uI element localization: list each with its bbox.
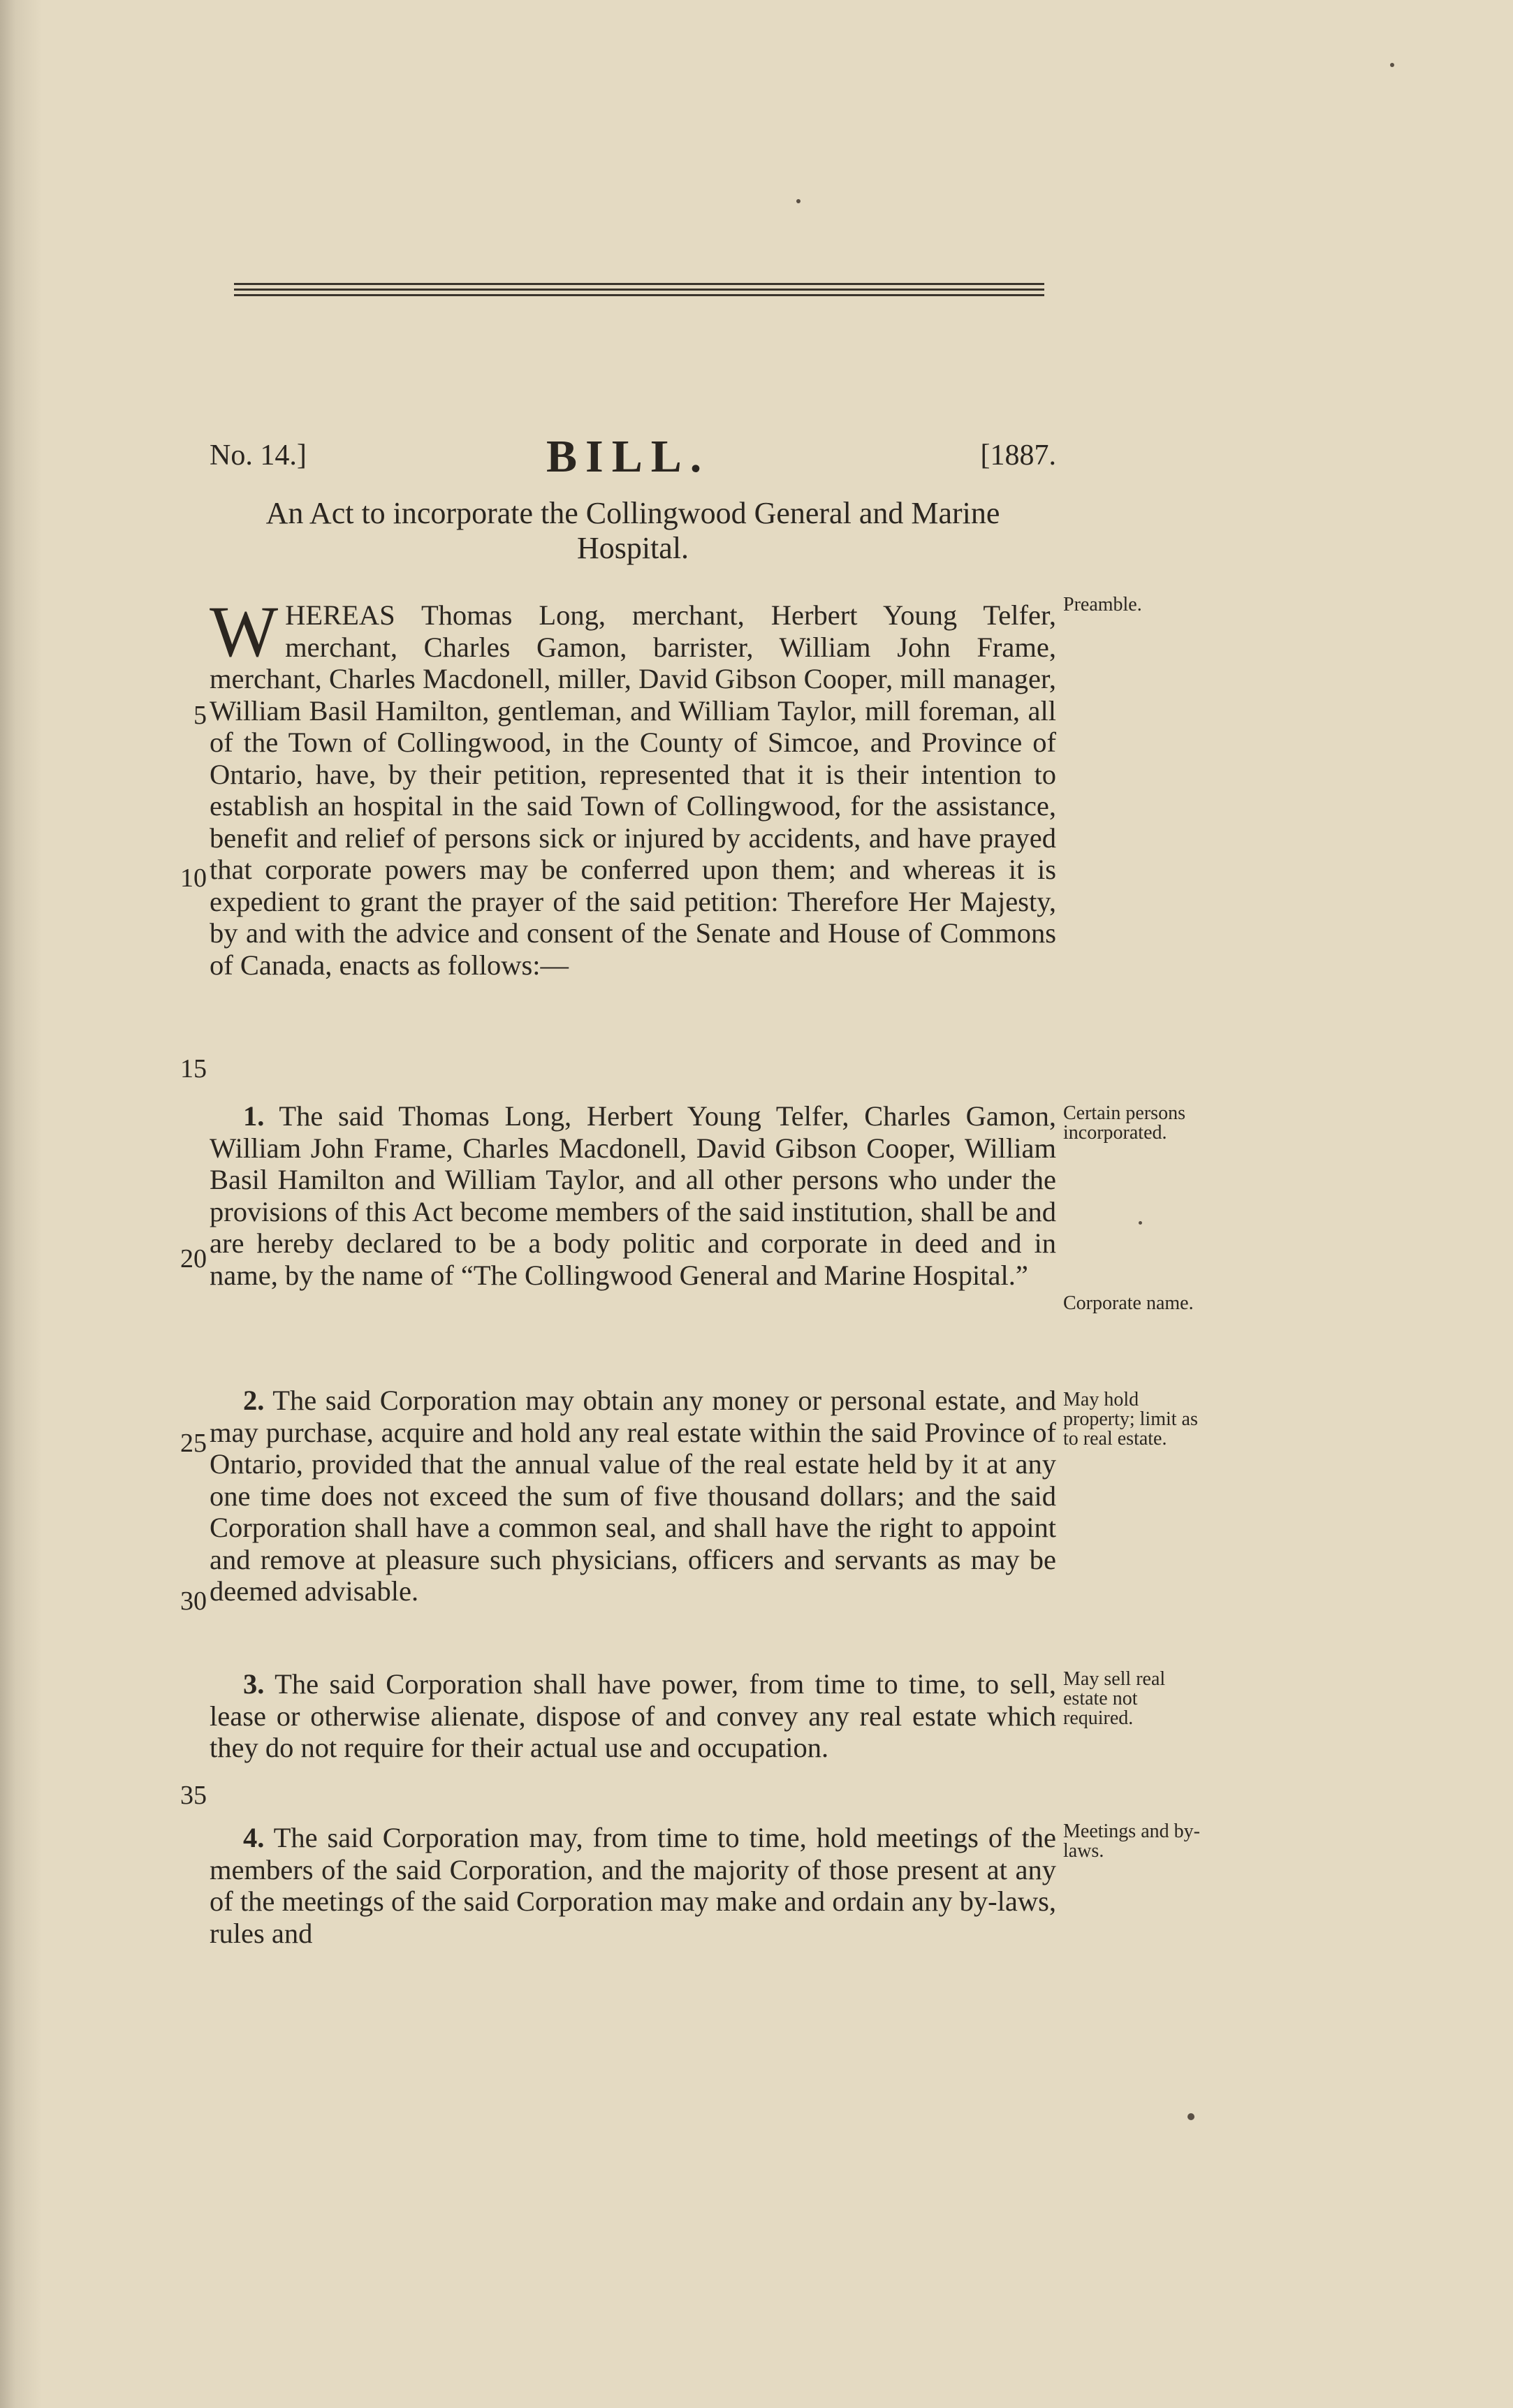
margin-note-corporate-name: Corporate name. bbox=[1063, 1292, 1194, 1314]
margin-note-meetings: Meetings and by-laws. bbox=[1063, 1820, 1200, 1862]
act-title: An Act to incorporate the Collingwood General and Marine Hospital. bbox=[265, 496, 1000, 565]
paper-speck bbox=[796, 199, 801, 203]
bill-year: [1887. bbox=[980, 439, 1056, 472]
preamble bbox=[210, 592, 1056, 981]
section-text: The said Corporation may obtain any money or personal estate, and may purchase, acquire and hold any real estate within the said Province of Ontario, provided that the annual value of the real estate held by it at any one time does not exceed the sum of five thousand dollars; and the said Corporation shall have a common seal, and shall have the right to appoint and remove at pleasure such physicians, officers and servants as may be deemed advisable. bbox=[210, 1385, 1056, 1607]
preamble-text: HEREAS Thomas Long, merchant, Herbert Young Telfer, merchant, Charles Gamon, barrister, William John Frame, merchant, Charles Macdonell, miller, David Gibson Cooper, mill manager, William Basil Hamilton, gentleman, and William Taylor, mill foreman, all of the Town of Collingwood, in the County of Simcoe, and Province of Ontario, have, by their petition, represented that it is their intention to establish an hospital in the said Town of Collingwood, for the assistance, benefit and relief of persons sick or injured by accidents, and have prayed that corporate powers may be conferred upon them; and whereas it is expedient to grant the prayer of the said petition: Therefore Her Majesty, by and with the advice and consent of the Senate and House of Commons of Canada, enacts as follows:— bbox=[210, 599, 1056, 981]
bill-title: BILL. bbox=[546, 431, 710, 482]
margin-note-sell-estate: May sell real estate not required. bbox=[1063, 1668, 1166, 1729]
paper-speck bbox=[1139, 1221, 1142, 1225]
line-number: 10 bbox=[180, 863, 207, 893]
section-4 bbox=[210, 1822, 1056, 1949]
header-rule bbox=[234, 283, 1044, 285]
section-3 bbox=[210, 1668, 1056, 1764]
section-number: 1. bbox=[243, 1100, 265, 1132]
line-number: 15 bbox=[180, 1054, 207, 1083]
section-number: 2. bbox=[243, 1385, 265, 1416]
line-number: 25 bbox=[180, 1429, 207, 1458]
header-rule bbox=[234, 289, 1044, 291]
margin-note-property: May hold property; limit as to real estate. bbox=[1063, 1389, 1198, 1450]
section-text: The said Corporation shall have power, from time to time, to sell, lease or otherwise alienate, dispose of and convey any real estate which they do not require for their actual use and occupation. bbox=[210, 1668, 1056, 1763]
paper-speck bbox=[1390, 63, 1394, 67]
section-number: 4. bbox=[243, 1822, 265, 1853]
line-number: 5 bbox=[193, 701, 207, 730]
margin-note-preamble: Preamble. bbox=[1063, 594, 1142, 615]
bill-header bbox=[210, 431, 1056, 483]
drop-cap: W bbox=[210, 592, 279, 672]
section-2 bbox=[210, 1385, 1056, 1607]
margin-note-incorporation: Certain persons incorporated. bbox=[1063, 1102, 1185, 1144]
paper-speck bbox=[1187, 2113, 1194, 2120]
line-number: 35 bbox=[180, 1781, 207, 1810]
section-text: The said Corporation may, from time to time, hold meetings of the members of the said Corporation, and the majority of those present at any of the meetings of the said Corporation may make and ordain any by-laws, rules and bbox=[210, 1822, 1056, 1949]
header-rule bbox=[234, 294, 1044, 296]
line-number: 30 bbox=[180, 1586, 207, 1616]
bill-number: No. 14.] bbox=[210, 439, 307, 472]
section-number: 3. bbox=[243, 1668, 265, 1700]
line-number: 20 bbox=[180, 1244, 207, 1274]
section-1 bbox=[210, 1100, 1056, 1291]
section-text: The said Thomas Long, Herbert Young Telfer, Charles Gamon, William John Frame, Charles Macdonell, David Gibson Cooper, William Basil Hamilton and William Taylor, and all other persons who under the provisions of this Act become members of the said institution, shall be and are hereby declared to be a body politic and corporate in deed and in name, by the name of “The Collingwood General and Marine Hospital.” bbox=[210, 1100, 1056, 1291]
